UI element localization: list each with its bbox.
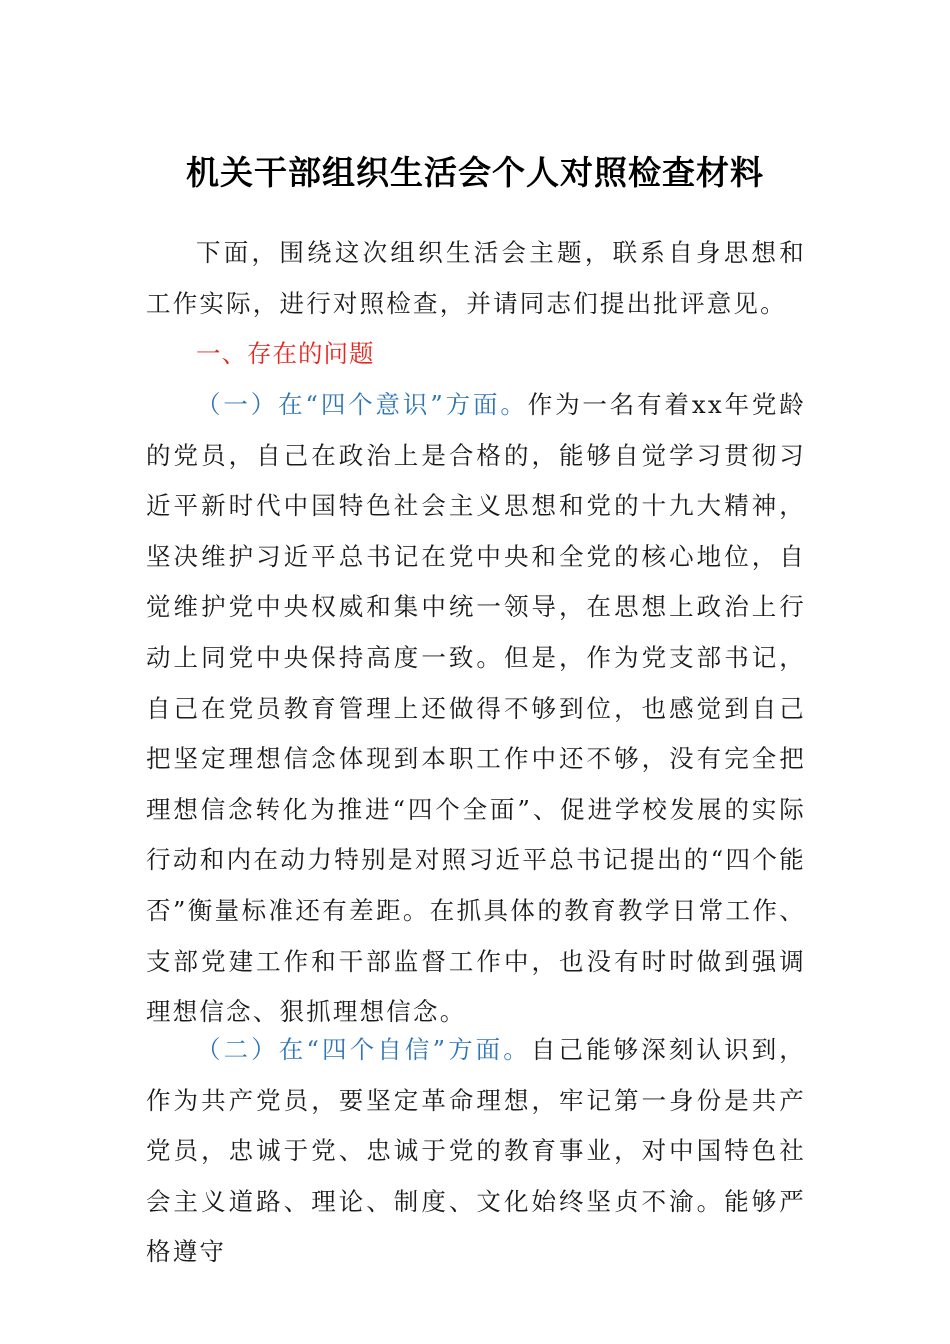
subheading-four-confidences: （二）在“四个自信”方面。 xyxy=(196,1035,531,1064)
subheading-four-consciousness: （一）在“四个意识”方面。 xyxy=(196,390,528,419)
paragraph-four-confidences xyxy=(146,1025,806,1278)
section-heading-problems: 一、存在的问题 xyxy=(196,339,375,368)
paragraph-body-four-confidences: 自己能够深刻认识到，作为共产党员，要坚定革命理想，牢记第一身份是共产党员，忠诚于党、忠诚于党的教育事业，对中国特色社会主义道路、理论、制度、文化始终坚贞不渝。能够严格遵守 xyxy=(146,1035,806,1267)
paragraph-four-consciousness xyxy=(146,380,806,1038)
paragraph-body-four-consciousness: 作为一名有着xx年党龄的党员，自己在政治上是合格的，能够自觉学习贯彻习近平新时代中国特色社会主义思想和党的十九大精神，坚决维护习近平总书记在党中央和全党的核心地位，自觉维护党中央权威和集中统一领导，在思想上政治上行动上同党中央保持高度一致。但是，作为党支部书记，自己在党员教育管理上还做得不够到位，也感觉到自己把坚定理想信念体现到本职工作中还不够，没有完全把理想信念转化为推进“四个全面”、促进学校发展的实际行动和内在动力特别是对照习近平总书记提出的“四个能否”衡量标准还有差距。在抓具体的教育教学日常工作、支部党建工作和干部监督工作中，也没有时时做到强调理想信念、狠抓理想信念。 xyxy=(146,390,806,1027)
intro-paragraph: 下面，围绕这次组织生活会主题，联系自身思想和工作实际，进行对照检查，并请同志们提出批评意见。 xyxy=(146,238,806,318)
document-title: 机关干部组织生活会个人对照检查材料 xyxy=(186,153,764,192)
